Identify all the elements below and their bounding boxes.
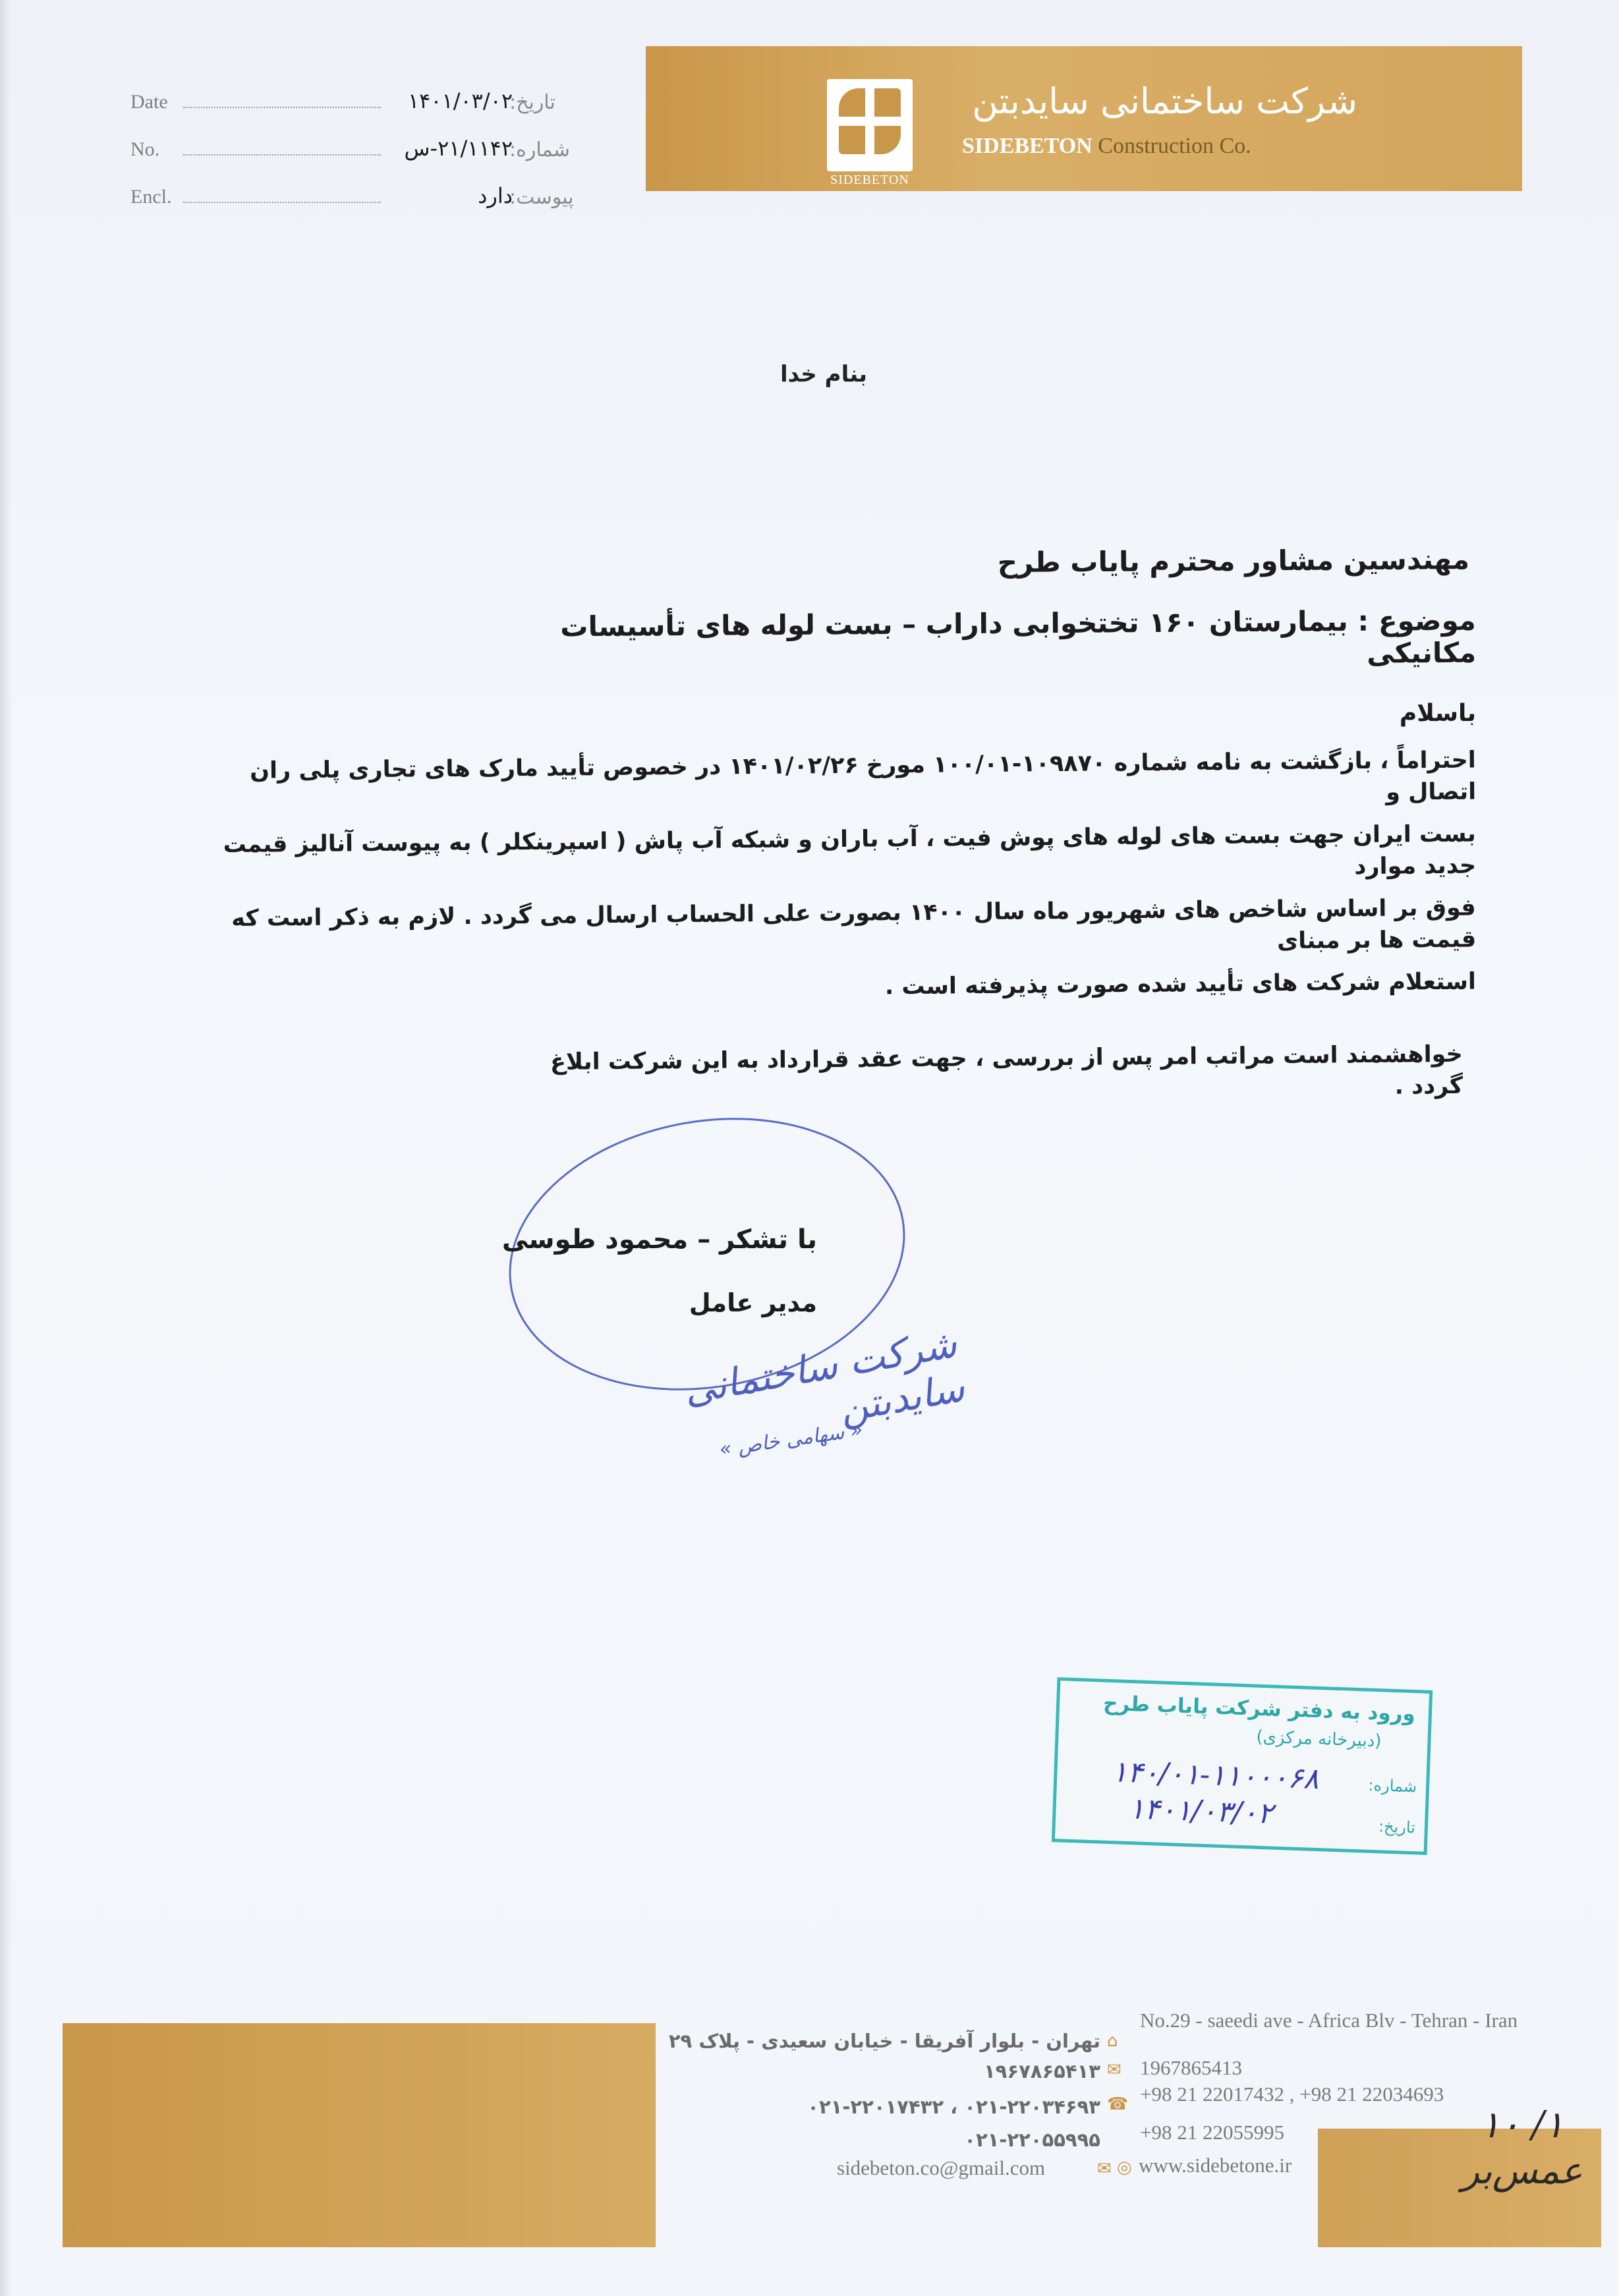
number-label-fa: شماره: [509,138,570,161]
bismillah: بنام خدا [780,361,867,387]
footer-email: sidebeton.co@gmail.com [837,2156,1046,2179]
enclosure-label-en: Encl. [130,186,172,208]
footer-website: www.sidebetone.ir [1139,2154,1292,2177]
footer-address-en: No.29 - saeedi ave - Africa Blv - Tehran - Iran [1140,2009,1518,2032]
stamp-date-label: تاریخ: [1378,1817,1416,1837]
home-icon: ⌂ [1107,2031,1118,2051]
paragraph-1-line-3: فوق بر اساس شاخص های شهریور ماه سال ۱۴۰۰ بصورت علی الحساب ارسال می گردد . لازم به ذکر است که قیمت ها بر مبنای [231,894,1477,955]
greeting: باسلام [1399,700,1476,727]
company-seal-subtitle: « سهامی خاص » [718,1418,865,1462]
company-brand-en: SIDEBETON [962,134,1093,158]
footer-address-fa: تهران - بلوار آفریقا - خیابان سعیدی - پلاک ۲۹ [668,2030,1100,2052]
company-name-en [962,134,1371,159]
stamp-title: ورود به دفتر شرکت پایاب طرح [1102,1691,1416,1727]
logo-mark [839,88,901,154]
meta-enclosure-row [130,183,574,219]
footer-phone-fa: ۰۲۱-۲۲۰۳۴۶۹۳ ، ۰۲۱-۲۲۰۱۷۴۳۲ [807,2096,1100,2118]
stamp-number-value: ۱۴۰/۰۱-۱۱۰۰۰۶۸ [1111,1755,1320,1796]
paragraph-2-line-1: خواهشمند است مراتب امر پس از بررسی ، جهت عقد قرارداد به این شرکت ابلاغ گردد . [550,1041,1463,1100]
stamp-number-label: شماره: [1368,1775,1417,1796]
footer-fax-en: +98 21 22055995 [1140,2121,1284,2144]
footer-fax-fa: ۰۲۱-۲۲۰۵۵۹۹۵ [964,2129,1100,2151]
footer-postal-en: 1967865413 [1140,2056,1242,2079]
company-name-fa: شرکت ساختمانی سایدبتن [972,80,1357,122]
subject-line: موضوع : بیمارستان ۱۶۰ تختخوابی داراب – بست لوله های تأسیسات مکانیکی [560,604,1477,670]
number-label-en: No. [130,138,160,160]
footer-band-left [63,2023,656,2247]
phone-icon: ☎ [1107,2094,1129,2114]
handwritten-note: ۱/ ۱۰ عمس‌بر [1462,2104,1583,2193]
logo-caption: SIDEBETON [830,173,909,187]
footer-postal-fa: ۱۹۶۷۸۶۵۴۱۳ [983,2060,1100,2082]
signature-title: مدیر عامل [689,1288,817,1317]
addressee: مهندسین مشاور محترم پایاب طرح [997,543,1470,579]
paper-edge [0,0,12,2296]
paragraph-1-line-4: استعلام شرکت های تأیید شده صورت پذیرفته است . [884,968,1477,1000]
enclosure-value: دارد [478,183,513,208]
stamp-date-value: ۱۴۰۱/۰۳/۰۲ [1128,1792,1274,1831]
date-label-en: Date [130,91,168,113]
paragraph-1-line-2: بست ایران جهت بست های لوله های پوش فیت ، آب باران و شبکه آب پاش ( اسپرینکلر ) به پیوست آنالیز قیمت جدید موارد [223,820,1477,880]
company-seal-text: شرکت ساختمانی سایدبتن [680,1321,968,1431]
signature-thanks: با تشکر – محمود طوسی [501,1224,817,1255]
meta-date-row [130,88,555,124]
footer-phone-en: +98 21 22017432 , +98 21 22034693 [1140,2082,1444,2106]
globe-icon: ◎ [1117,2158,1132,2177]
paragraph-1-line-1: احتراماً ، بازگشت به نامه شماره ۱۰۹۸۷۰-۱۰۰/۰۱ مورخ ۱۴۰۱/۰۲/۲۶ در خصوص تأیید مارک های تجاری پلی ران اتصال و [250,747,1477,806]
meta-number-row [130,136,570,171]
date-value: ۱۴۰۱/۰۳/۰۲ [407,88,513,113]
receipt-stamp [1052,1677,1433,1855]
company-suffix-en: Construction Co. [1098,134,1251,158]
email-icon: ✉ [1097,2159,1112,2179]
enclosure-label-fa: پیوست: [509,186,574,209]
sidebeton-logo-icon [827,79,913,171]
date-label-fa: تاریخ: [509,91,555,114]
number-value: ۲۱/۱۱۴۲-س [404,136,513,161]
stamp-subtitle: (دبیرخانه مرکزی) [1255,1727,1382,1752]
mailbox-icon: ✉ [1107,2060,1122,2080]
